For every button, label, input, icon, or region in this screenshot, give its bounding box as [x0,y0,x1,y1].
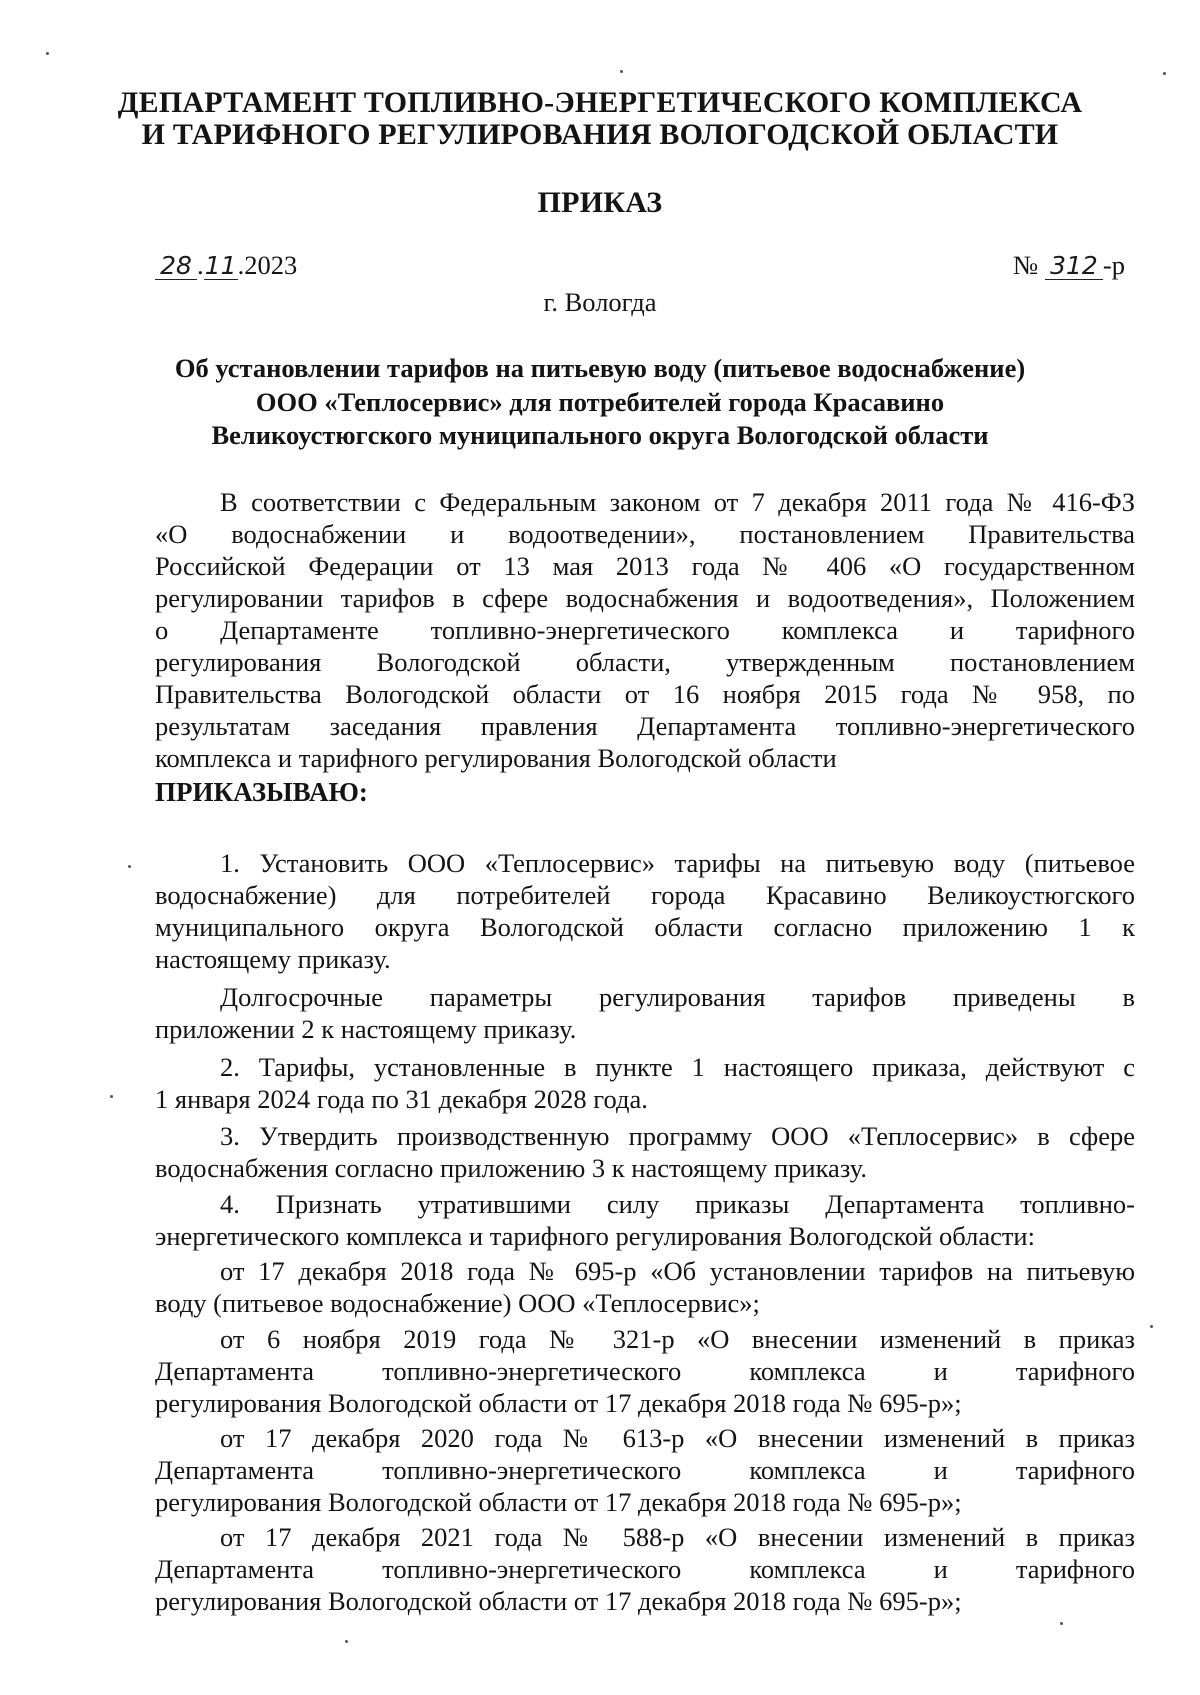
repealed-order-3-line: от 17 декабря 2020 года № 613-р «О внесении изменений в приказ [220,1423,1135,1453]
scan-speck [620,70,623,73]
clause-1-line: настоящему приказу. [155,944,391,974]
scan-speck [1060,1622,1063,1625]
scan-speck [110,1095,113,1098]
repealed-order-2-line: регулирования Вологодской области от 17 декабря 2018 года № 695-р»; [155,1388,962,1418]
preamble-line: Правительства Вологодской области от 16 ноября 2015 года № 958, по [155,679,1135,709]
clause-4-line: 4. Признать утратившими силу приказы Департамента топливно- [220,1189,1135,1219]
scan-speck [1150,1325,1153,1328]
order-number [1013,248,1125,282]
scan-speck [46,52,49,55]
clause-1-line: 1. Установить ООО «Теплосервис» тарифы на питьевую воду (питьевое [220,848,1135,878]
repealed-order-2-line: Департамента топливно-энергетического комплекса и тарифного [155,1356,1135,1386]
clause-1-note-line: приложении 2 к настоящему приказу. [155,1014,577,1044]
preamble-line: регулирования Вологодской области, утвержденным постановлением [155,647,1135,677]
scan-speck [1163,72,1166,75]
document-type: ПРИКАЗ [537,186,663,219]
repealed-order-2-line: от 6 ноября 2019 года № 321-р «О внесении изменений в приказ [220,1324,1135,1354]
department-name-line-1: ДЕПАРТАМЕНТ ТОПЛИВНО-ЭНЕРГЕТИЧЕСКОГО КОМПЛЕКСА [117,86,1083,119]
order-title-line-1: Об установлении тарифов на питьевую воду (питьевое водоснабжение) [174,353,1026,383]
clause-3-line: 3. Утвердить производственную программу ООО «Теплосервис» в сфере [220,1121,1135,1151]
clause-2-line: 1 января 2024 года по 31 декабря 2028 года. [155,1084,648,1114]
handwritten-month: 11 [204,251,237,280]
clause-1-line: водоснабжение) для потребителей города Красавино Великоустюгского [155,880,1135,910]
preamble-line: о Департаменте топливно-энергетического комплекса и тарифного [155,615,1135,645]
preamble-line: В соответствии с Федеральным законом от 7 декабря 2011 года № 416-ФЗ [220,487,1135,517]
number-suffix: -р [1102,250,1125,280]
city: г. Вологда [543,287,657,317]
clause-1-line: муниципального округа Вологодской области согласно приложению 1 к [155,912,1135,942]
number-sign: № [1013,250,1039,280]
department-name-line-2: И ТАРИФНОГО РЕГУЛИРОВАНИЯ ВОЛОГОДСКОЙ ОБЛАСТИ [141,118,1059,151]
handwritten-day: 28 [155,253,197,280]
preamble-line: «О водоснабжении и водоотведении», постановлением Правительства [155,519,1135,549]
clause-4-line: энергетического комплекса и тарифного регулирования Вологодской области: [155,1221,1035,1251]
order-title-line-3: Великоустюгского муниципального округа Вологодской области [211,420,989,450]
order-date: 28 .11.2023 [155,248,297,282]
scan-speck [345,1640,348,1643]
handwritten-number: 312 [1045,253,1103,280]
repealed-order-3-line: Департамента топливно-энергетического комплекса и тарифного [155,1455,1135,1485]
order-directive: ПРИКАЗЫВАЮ: [155,777,368,807]
preamble-line: Российской Федерации от 13 мая 2013 года № 406 «О государственном [155,551,1135,581]
repealed-order-4-line: Департамента топливно-энергетического комплекса и тарифного [155,1554,1135,1584]
clause-1-note-line: Долгосрочные параметры регулирования тарифов приведены в [220,982,1135,1012]
repealed-order-4-line: от 17 декабря 2021 года № 588-р «О внесении изменений в приказ [220,1522,1135,1552]
repealed-order-1-line: воду (питьевое водоснабжение) ООО «Теплосервис»; [155,1288,760,1318]
scan-speck [128,865,131,868]
repealed-order-4-line: регулирования Вологодской области от 17 декабря 2018 года № 695-р»; [155,1586,962,1616]
preamble-line: регулировании тарифов в сфере водоснабжения и водоотведения», Положением [155,583,1135,613]
clause-2-line: 2. Тарифы, установленные в пункте 1 настоящего приказа, действуют с [220,1052,1135,1082]
repealed-order-1-line: от 17 декабря 2018 года № 695-р «Об установлении тарифов на питьевую [220,1256,1135,1286]
order-title-line-2: ООО «Теплосервис» для потребителей города Красавино [255,387,945,417]
preamble-line: комплекса и тарифного регулирования Вологодской области [155,743,837,773]
repealed-order-3-line: регулирования Вологодской области от 17 декабря 2018 года № 695-р»; [155,1487,962,1517]
clause-3-line: водоснабжения согласно приложению 3 к настоящему приказу. [155,1153,867,1183]
preamble-line: результатам заседания правления Департамента топливно-энергетического [155,711,1135,741]
date-year: .2023 [237,250,298,280]
